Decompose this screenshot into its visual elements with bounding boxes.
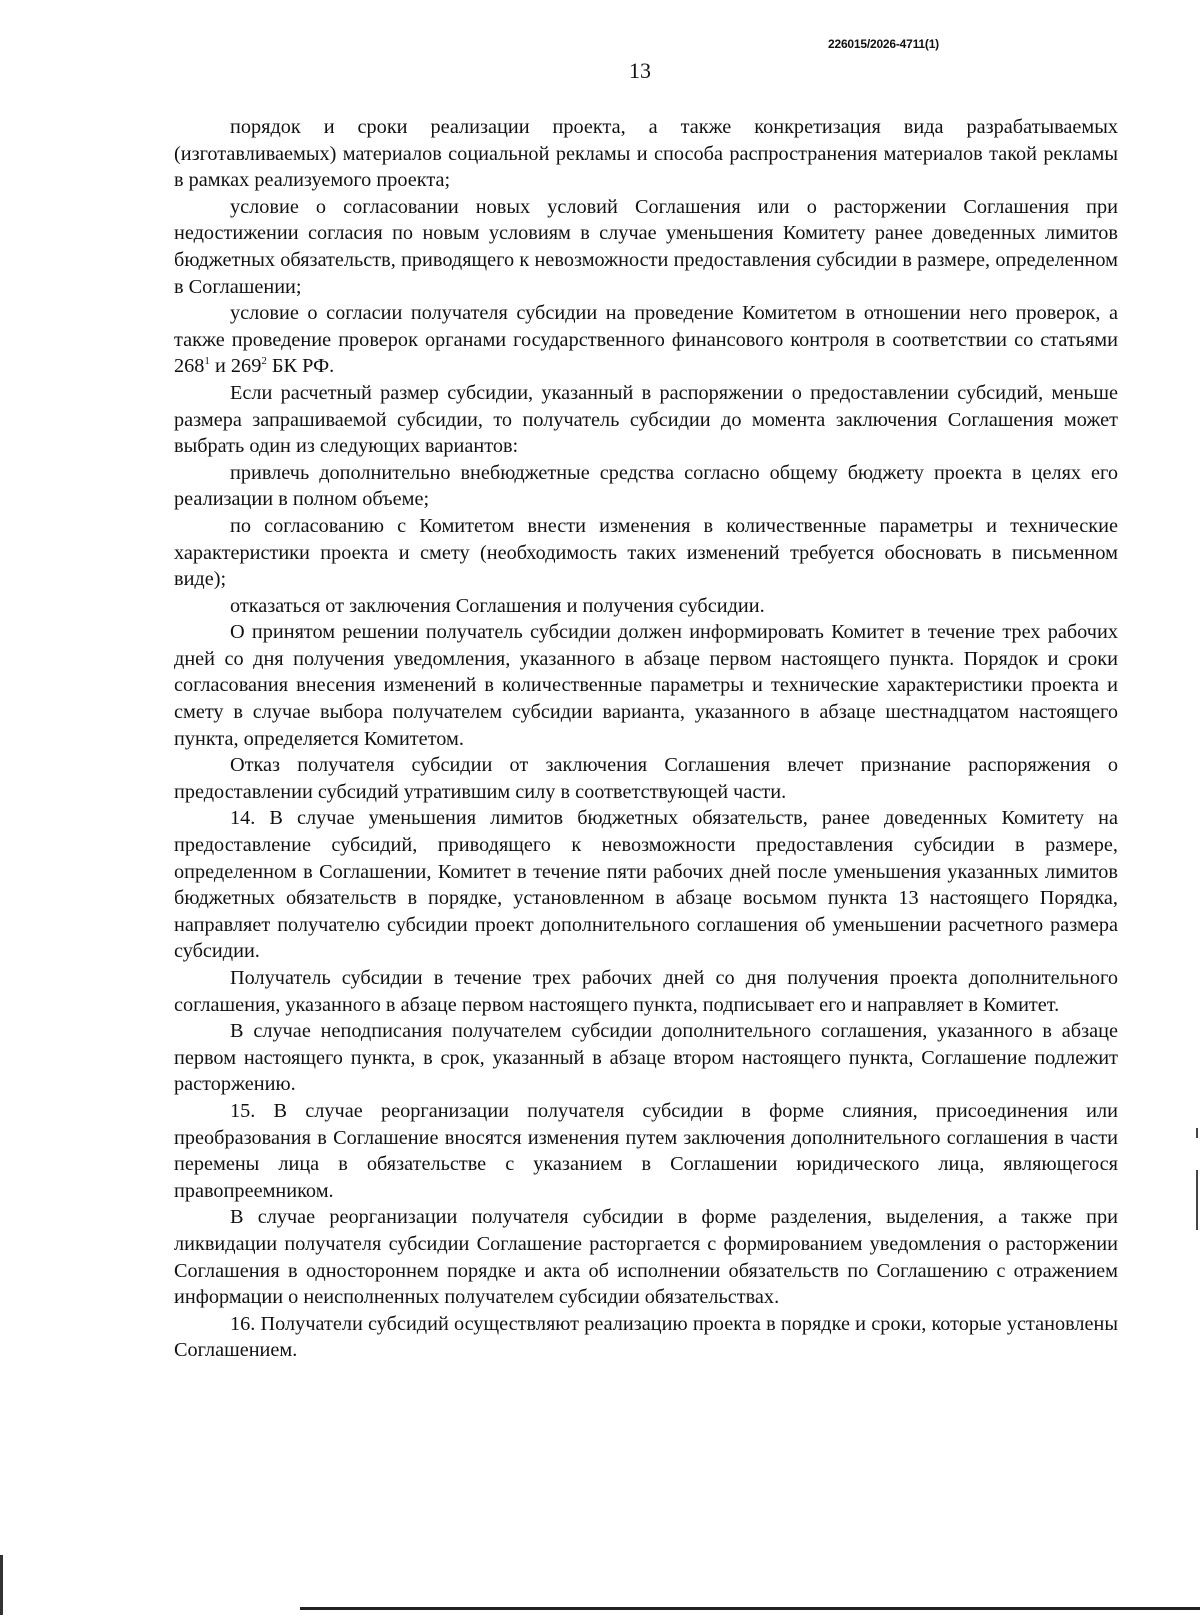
scan-edge-mark bbox=[0, 1555, 3, 1615]
paragraph-refusal-consequence: Отказ получателя субсидии от заключения Соглашения влечет признание распоряжения о предоставлении субсидий утратившим силу в соответствующей части. bbox=[174, 754, 1118, 803]
paragraph-inspection-mid: и 269 bbox=[209, 355, 262, 378]
paragraph-project-terms: порядок и сроки реализации проекта, а также конкретизация вида разрабатываемых (изготавливаемых) материалов социальной рекламы и способа распространения материалов такой рекламы в рамках реализуемого проекта; bbox=[174, 116, 1118, 192]
paragraph-decision-notification: О принятом решении получатель субсидии должен информировать Комитет в течение трех рабочих дней со дня получения уведомления, указанного в абзаце первом настоящего пункта. Порядок и сроки согласования внесения изменений в количественные параметры и технические характеристики проекта и смету в случае выбора получателем субсидии варианта, указанного в абзаце шестнадцатом настоящего пункта, определяется Комитетом. bbox=[174, 621, 1118, 750]
paragraph-item-14: 14. В случае уменьшения лимитов бюджетных обязательств, ранее доведенных Комитету на предоставление субсидий, приводящего к невозможности предоставления субсидии в размере, определенном в Соглашении, Комитет в течение пяти рабочих дней после уменьшения указанных лимитов бюджетных обязательств в порядке, установленном в абзаце восьмом пункта 13 настоящего Порядка, направляет получателю субсидии проект дополнительного соглашения об уменьшении расчетного размера субсидии. bbox=[174, 807, 1118, 963]
paragraph-smaller-subsidy-options: Если расчетный размер субсидии, указанный в распоряжении о предоставлении субсидий, меньше размера запрашиваемой субсидии, то получатель субсидии до момента заключения Соглашения может выбрать один из следующих вариантов: bbox=[174, 381, 1118, 458]
paragraph-option-extra-funds: привлечь дополнительно внебюджетные средства согласно общему бюджету проекта в целях его реализации в полном объеме; bbox=[174, 461, 1118, 511]
scan-edge-mark bbox=[1196, 1128, 1198, 1138]
paragraph-inspection-tail: БК РФ. bbox=[266, 355, 335, 378]
article-269-superscript: 2 bbox=[261, 355, 267, 368]
paragraph-non-signing: В случае неподписания получателем субсидии дополнительного соглашения, указанного в абзаце первом настоящего пункта, в срок, указанный в абзаце втором настоящего пункта, Соглашение подлежит расторжению. bbox=[174, 1020, 1118, 1096]
document-body bbox=[174, 114, 1118, 1364]
paragraph-option-change-parameters: по согласованию с Комитетом внести изменения в количественные параметры и технические характеристики проекта и смету (необходимость таких изменений требуется обосновать в письменном виде); bbox=[174, 514, 1118, 591]
document-registration-number: 226015/2026-4711(1) bbox=[828, 37, 939, 51]
paragraph-item-16: 16. Получатели субсидий осуществляют реализацию проекта в порядке и сроки, которые установлены Соглашением. bbox=[174, 1312, 1118, 1362]
scan-edge-mark bbox=[1196, 1170, 1198, 1230]
paragraph-item-15: 15. В случае реорганизации получателя субсидии в форме слияния, присоединения или преобразования в Соглашение вносятся изменения путем заключения дополнительного соглашения в части перемены лица в обязательстве с указанием в Соглашении юридического лица, являющегося правопреемником. bbox=[174, 1099, 1118, 1202]
paragraph-agreement-amendment-condition: условие о согласовании новых условий Соглашения или о расторжении Соглашения при недостижении согласия по новым условиям в случае уменьшения Комитету ранее доведенных лимитов бюджетных обязательств, приводящего к невозможности предоставления субсидии в размере, определенном в Соглашении; bbox=[174, 195, 1118, 298]
scan-bottom-line bbox=[300, 1607, 1200, 1610]
page-number: 13 bbox=[629, 58, 651, 83]
paragraph-inspection-text: условие о согласии получателя субсидии на проведение Комитетом в отношении него проверок, а также проведение проверок органами государственного финансового контроля в соответствии со статьями 268 bbox=[174, 302, 1118, 378]
paragraph-option-refuse: отказаться от заключения Соглашения и получения субсидии. bbox=[230, 594, 765, 617]
paragraph-inspection-consent bbox=[174, 300, 1118, 380]
paragraph-reorganization-termination: В случае реорганизации получателя субсидии в форме разделения, выделения, а также при ликвидации получателя субсидии Соглашение расторгается с формированием уведомления о расторжении Соглашения в одностороннем порядке и акта об исполнении обязательств по Соглашению с отражением информации о неисполненных получателем субсидии обязательствах. bbox=[174, 1206, 1118, 1309]
paragraph-signing-additional-agreement: Получатель субсидии в течение трех рабочих дней со дня получения проекта дополнительного соглашения, указанного в абзаце первом настоящего пункта, подписывает его и направляет в Комитет. bbox=[174, 967, 1118, 1016]
article-268-superscript: 1 bbox=[204, 355, 210, 368]
